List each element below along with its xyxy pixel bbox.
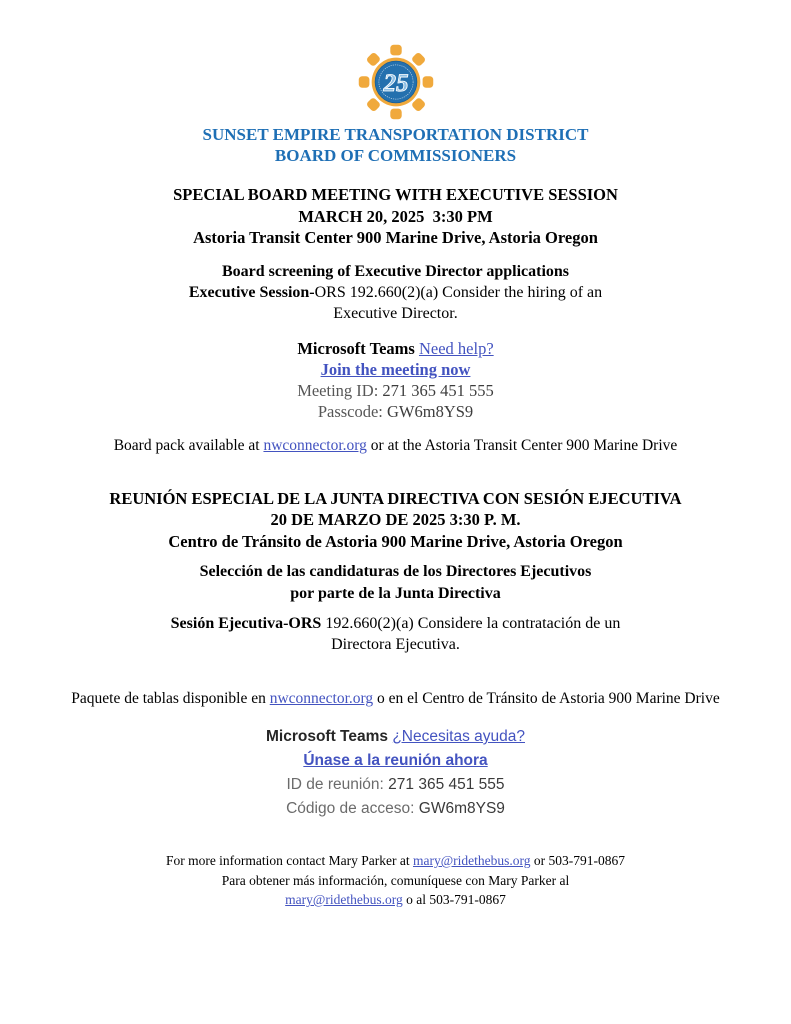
executive-session-text-es: 192.660(2)(a) Considere la contratación de un Directora Ejecutiva. bbox=[325, 615, 621, 653]
meeting-datetime-en: MARCH 20, 2025 3:30 PM bbox=[298, 206, 493, 226]
board-pack-availability-es bbox=[0, 689, 791, 709]
executive-session-label-es: Sesión Ejecutiva-ORS bbox=[170, 615, 326, 632]
meeting-id-label-en: Meeting ID: bbox=[297, 380, 383, 400]
microsoft-teams-label-en: Microsoft Teams bbox=[297, 338, 419, 358]
meeting-id-line-es bbox=[0, 773, 791, 797]
meeting-title-es: REUNIÓN ESPECIAL DE LA JUNTA DIRECTIVA CON SESIÓN EJECUTIVA bbox=[109, 488, 682, 508]
meeting-id-value-en: 271 365 451 555 bbox=[382, 380, 494, 400]
email-link-2[interactable]: mary@ridethebus.org bbox=[285, 892, 403, 907]
contact-line-spanish: Para obtener más información, comuníquese con Mary Parker al bbox=[221, 872, 570, 888]
contact-post-text-en: or 503-791-0867 bbox=[530, 853, 626, 868]
boardpack-pre-text-en: Board pack available at bbox=[113, 436, 264, 454]
english-agenda-block bbox=[0, 261, 791, 324]
executive-session-text-en: ORS 192.660(2)(a) Consider the hiring of an Executive Director. bbox=[314, 283, 603, 322]
email-link-1[interactable]: mary@ridethebus.org bbox=[413, 853, 531, 868]
executive-session-statement-en bbox=[156, 282, 636, 324]
meeting-datetime-es: 20 DE MARZO DE 2025 3:30 P. M. bbox=[270, 510, 521, 529]
join-meeting-link-es[interactable]: Únase a la reunión ahora bbox=[303, 752, 488, 769]
org-name-line: SUNSET EMPIRE TRANSPORTATION DISTRICT bbox=[202, 125, 589, 144]
join-meeting-line-en bbox=[0, 359, 791, 380]
microsoft-teams-label-es: Microsoft Teams bbox=[265, 728, 393, 745]
nwconnector-link-en[interactable]: nwconnector.org bbox=[263, 436, 367, 454]
passcode-value-en: GW6m8YS9 bbox=[387, 401, 474, 421]
passcode-value-es: GW6m8YS9 bbox=[418, 800, 505, 817]
board-pack-availability-en bbox=[0, 436, 791, 456]
teams-info-spanish bbox=[0, 725, 791, 821]
meeting-id-line-en bbox=[0, 380, 791, 401]
english-meeting-heading bbox=[0, 184, 791, 249]
boardpack-post-text-en: or at the Astoria Transit Center 900 Marine Drive bbox=[366, 436, 678, 454]
passcode-line-es bbox=[0, 797, 791, 821]
district-25th-anniversary-gear-logo bbox=[357, 44, 435, 120]
spanish-agenda-block bbox=[0, 561, 791, 604]
nwconnector-link-es[interactable]: nwconnector.org bbox=[269, 690, 374, 707]
boardpack-post-text-es: o en el Centro de Tránsito de Astoria 900 Marine Drive bbox=[373, 690, 720, 707]
executive-session-statement-es bbox=[156, 613, 636, 655]
executive-session-label-en: Executive Session- bbox=[188, 283, 315, 301]
boardpack-pre-text-es: Paquete de tablas disponible en bbox=[71, 690, 270, 707]
teams-header-line-es bbox=[0, 725, 791, 749]
contact-line-english bbox=[0, 851, 791, 871]
meeting-title-en: SPECIAL BOARD MEETING WITH EXECUTIVE SESSION bbox=[173, 185, 618, 204]
contact-line-spanish-2 bbox=[0, 890, 791, 910]
meeting-id-value-es: 271 365 451 555 bbox=[388, 776, 505, 793]
teams-header-line-en bbox=[0, 338, 791, 359]
passcode-label-es: Código de acceso: bbox=[286, 800, 419, 817]
logo-25-number: 25 bbox=[382, 70, 409, 98]
meeting-location-en: Astoria Transit Center 900 Marine Drive, Astoria Oregon bbox=[193, 228, 598, 247]
join-meeting-line-es bbox=[0, 749, 791, 773]
spanish-session-block bbox=[0, 613, 791, 655]
need-help-link-es[interactable]: ¿Necesitas ayuda? bbox=[392, 728, 525, 745]
meeting-location-es: Centro de Tránsito de Astoria 900 Marine Drive, Astoria Oregon bbox=[168, 531, 623, 551]
org-board-line: BOARD OF COMMISSIONERS bbox=[274, 146, 517, 165]
passcode-label-en: Passcode: bbox=[317, 401, 388, 421]
join-meeting-link-en[interactable]: Join the meeting now bbox=[320, 359, 471, 379]
contact-pre-text-en: For more information contact Mary Parker at bbox=[165, 853, 413, 868]
agenda-line2-es: por parte de la Junta Directiva bbox=[290, 584, 501, 602]
meeting-id-label-es: ID de reunión: bbox=[286, 776, 389, 793]
agenda-line1-es: Selección de las candidaturas de los Directores Ejecutivos bbox=[199, 563, 592, 580]
teams-info-english bbox=[0, 338, 791, 422]
agenda-line-en: Board screening of Executive Director applications bbox=[221, 262, 570, 280]
need-help-link[interactable]: Need help? bbox=[418, 338, 494, 358]
contact-footer bbox=[0, 851, 791, 910]
contact-post-text-es: o al 503-791-0867 bbox=[402, 892, 506, 907]
organization-title bbox=[0, 124, 791, 166]
passcode-line-en bbox=[0, 401, 791, 422]
logo-container bbox=[0, 44, 791, 120]
spanish-meeting-heading bbox=[0, 488, 791, 553]
